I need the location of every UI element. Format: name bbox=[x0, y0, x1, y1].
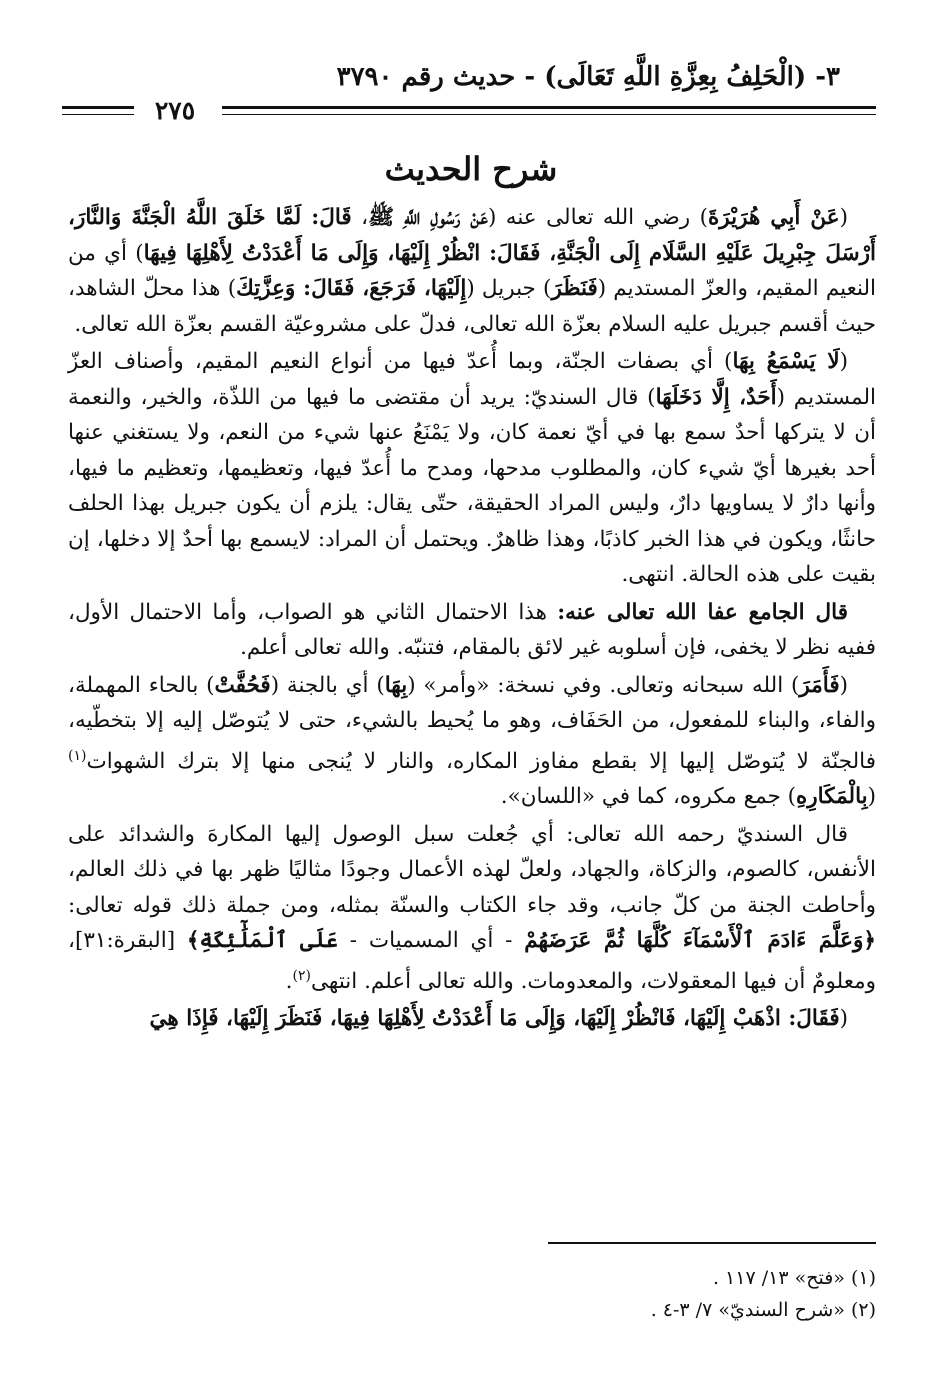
commentary-text: ) قال السنديّ: يريد أن مقتضى ما فيها من اللذّة، والخير، والنعمة أن لا يتركها أحدٌ سمع بها في أيّ نعمة كان، ولا يَمْنَعُ عنها شيء من النعم، ولا يستغني عنها أحد بغيرها أيّ شيء كان، والمطلوب مدحها، ومدح ما أُعدّ فيها، وتعظيمها، وتعظيم ما فيها، وأنها دارٌ لا يساويها دارٌ، وليس المراد الحقيقة، حتّى يقال: يلزم أن يكون جبريل بهذا الحلف حانثًا، ويكون في هذا الخبر كاذبًا، وهذا ظاهرٌ. ويحتمل أن المراد: لايسمع بها أحدٌ إلا دخلها، إن بقيت على هذه الحالة. انتهى. bbox=[68, 384, 876, 587]
commentary-text: ) بالحاء المهملة، والفاء، والبناء للمفعول، من الحَفَاف، وهو ما يُحيط بالشيء، حتى لا يُتوصّل إليه إلا بتخطّيه، فالجنّة لا يُتوصّل إليها إلا بقطع مفاوز المكاره، والنار لا يُنجى منها إلا بترك الشهوات bbox=[68, 672, 876, 774]
hadith-text: عَلَى ٱلْمَلَٰٓئِكَةِ﴾ bbox=[186, 928, 338, 954]
commentary-text: ) أي من النعيم المقيم، والعزّ المستديم ( bbox=[68, 240, 877, 301]
hadith-text: بِالْمَكَارِهِ bbox=[796, 784, 868, 810]
hadith-text: إِلَيْهَا، فَرَجَعَ، فَقَالَ: وَعِزَّتِكَ bbox=[236, 276, 467, 301]
commentary-text: [البقرة:٣١]، ومعلومٌ أن فيها المعقولات، والمعدومات. والله تعالى أعلم. انتهى bbox=[68, 928, 876, 994]
commentary-text: ( bbox=[839, 672, 849, 698]
hadith-text: عَنْ أَبِي هُرَيْرَةَ bbox=[707, 205, 840, 230]
commentary-text: ( bbox=[839, 1006, 848, 1032]
footnote-2: (٢) «شرح السنديّ» ٧/ ٣-٤ . bbox=[650, 1299, 876, 1321]
header-rule bbox=[222, 106, 876, 109]
hadith-text: فَحُفَّتْ bbox=[214, 672, 271, 698]
paragraph bbox=[68, 200, 876, 342]
header-rule-thin bbox=[222, 114, 876, 115]
hadith-text: أَحَدٌ، إِلَّا دَخَلَهَا bbox=[655, 384, 777, 410]
commentary-text: - أي المسميات - bbox=[337, 928, 525, 954]
hadith-text: فَقَالَ: اذْهَبْ إِلَيْهَا، فَانْظُرْ إِلَيْهَا، وَإِلَى مَا أَعْدَدْتُ لِأَهْلِهَا فِيهَا، فَنَظَرَ إِلَيْهَا، فَإِذَا هِيَ bbox=[149, 1006, 840, 1032]
commentary-text: ، bbox=[351, 205, 369, 230]
commentary-text: ) رضي الله تعالى عنه ( bbox=[487, 205, 708, 230]
hadith-text: بِهَا bbox=[384, 672, 408, 698]
page-number: ٢٧٥ bbox=[154, 96, 196, 125]
commentary-text: . bbox=[285, 968, 293, 994]
paragraph bbox=[68, 817, 876, 1000]
header-rule-left-thin bbox=[62, 114, 134, 115]
commentary-text: ) جبريل ( bbox=[466, 276, 552, 301]
paragraph bbox=[68, 344, 876, 593]
commentary-text: قال السنديّ رحمه الله تعالى: أي جُعلت سبل الوصول إليها المكارهَ والشدائد على الأنفس، كالصوم، والزكاة، والجهاد، ولعلّ لهذه الأعمال وجودًا مثاليًا ظهر بها في ذلك العالم، وأحاطت الجنة من كلّ جانب، وقد جاء الكتاب والسنّة بمثله، ومن جملة ذلك قوله تعالى: bbox=[68, 821, 876, 918]
commentary-text: ) الله سبحانه وتعالى. وفي نسخة: «وأمر» ( bbox=[407, 672, 800, 698]
hadith-text: فَنَظَرَ bbox=[551, 276, 598, 301]
paragraph bbox=[68, 1001, 876, 1037]
header-rule-left bbox=[62, 106, 134, 109]
chapter-header: ٣- (الْحَلِفُ بِعِزَّةِ اللَّهِ تَعَالَى) - حديث رقم ٣٧٩٠ bbox=[336, 62, 840, 92]
commentary-text: ( bbox=[839, 349, 848, 374]
hadith-text: قَالَ: لَمَّا خَلَقَ اللَّهُ الْجَنَّةَ وَالنَّارَ، أَرْسَلَ جِبْرِيلَ عَلَيْهِ السَّلَام إِلَى الْجَنَّةِ، فَقَالَ: انْظُرْ إِلَيْهَا، وَإِلَى مَا أَعْدَدْتُ لِأَهْلِهَا فِيهَا bbox=[68, 205, 876, 266]
paragraph bbox=[68, 668, 876, 815]
hadith-text: ﴿وَعَلَّمَ ءَادَمَ ٱلْأَسْمَآءَ كُلَّهَا ثُمَّ عَرَضَهُمْ bbox=[524, 928, 876, 954]
footnotes bbox=[520, 1262, 876, 1326]
footnote-1: (١) «فتح» ١٣/ ١١٧ . bbox=[712, 1267, 876, 1289]
hadith-text: فَأَمَرَ bbox=[799, 672, 840, 698]
commentary-text: ) أي بالجنة ( bbox=[270, 672, 385, 698]
commentary-body bbox=[68, 200, 876, 1039]
hadith-text: قال الجامع عفا الله تعالى عنه: bbox=[557, 599, 848, 625]
hadith-text: لَا يَسْمَعُ بِهَا bbox=[732, 349, 840, 374]
section-title: شرح الحديث bbox=[384, 150, 558, 188]
hadith-text: عَنْ رَسُولِ اللَّهِ ﷺ bbox=[368, 205, 488, 230]
commentary-text: ) أي بصفات الجنّة، وبما أُعدّ فيها من أنواع النعيم المقيم، وأصناف العزّ المستديم ( bbox=[68, 349, 877, 410]
paragraph bbox=[68, 595, 876, 666]
footnote-ref: (٢) bbox=[292, 967, 311, 984]
commentary-text: هذا الاحتمال الثاني هو الصواب، وأما الاحتمال الأول، ففيه نظر لا يخفى، فإن أسلوبه غير لائق بالمقام، فتنبّه. والله تعالى أعلم. bbox=[68, 599, 876, 660]
commentary-text: ( bbox=[867, 784, 876, 810]
commentary-text: ) جمع مكروه، كما في «اللسان». bbox=[500, 784, 797, 810]
commentary-text: ( bbox=[839, 205, 848, 230]
footnote-separator bbox=[548, 1242, 876, 1244]
commentary-text: ) هذا محلّ الشاهد، حيث أقسم جبريل عليه السلام بعزّة الله تعالى، فدلّ على مشروعيّة القسم بعزّة الله تعالى. bbox=[68, 276, 876, 337]
footnote-ref: (١) bbox=[68, 747, 87, 764]
